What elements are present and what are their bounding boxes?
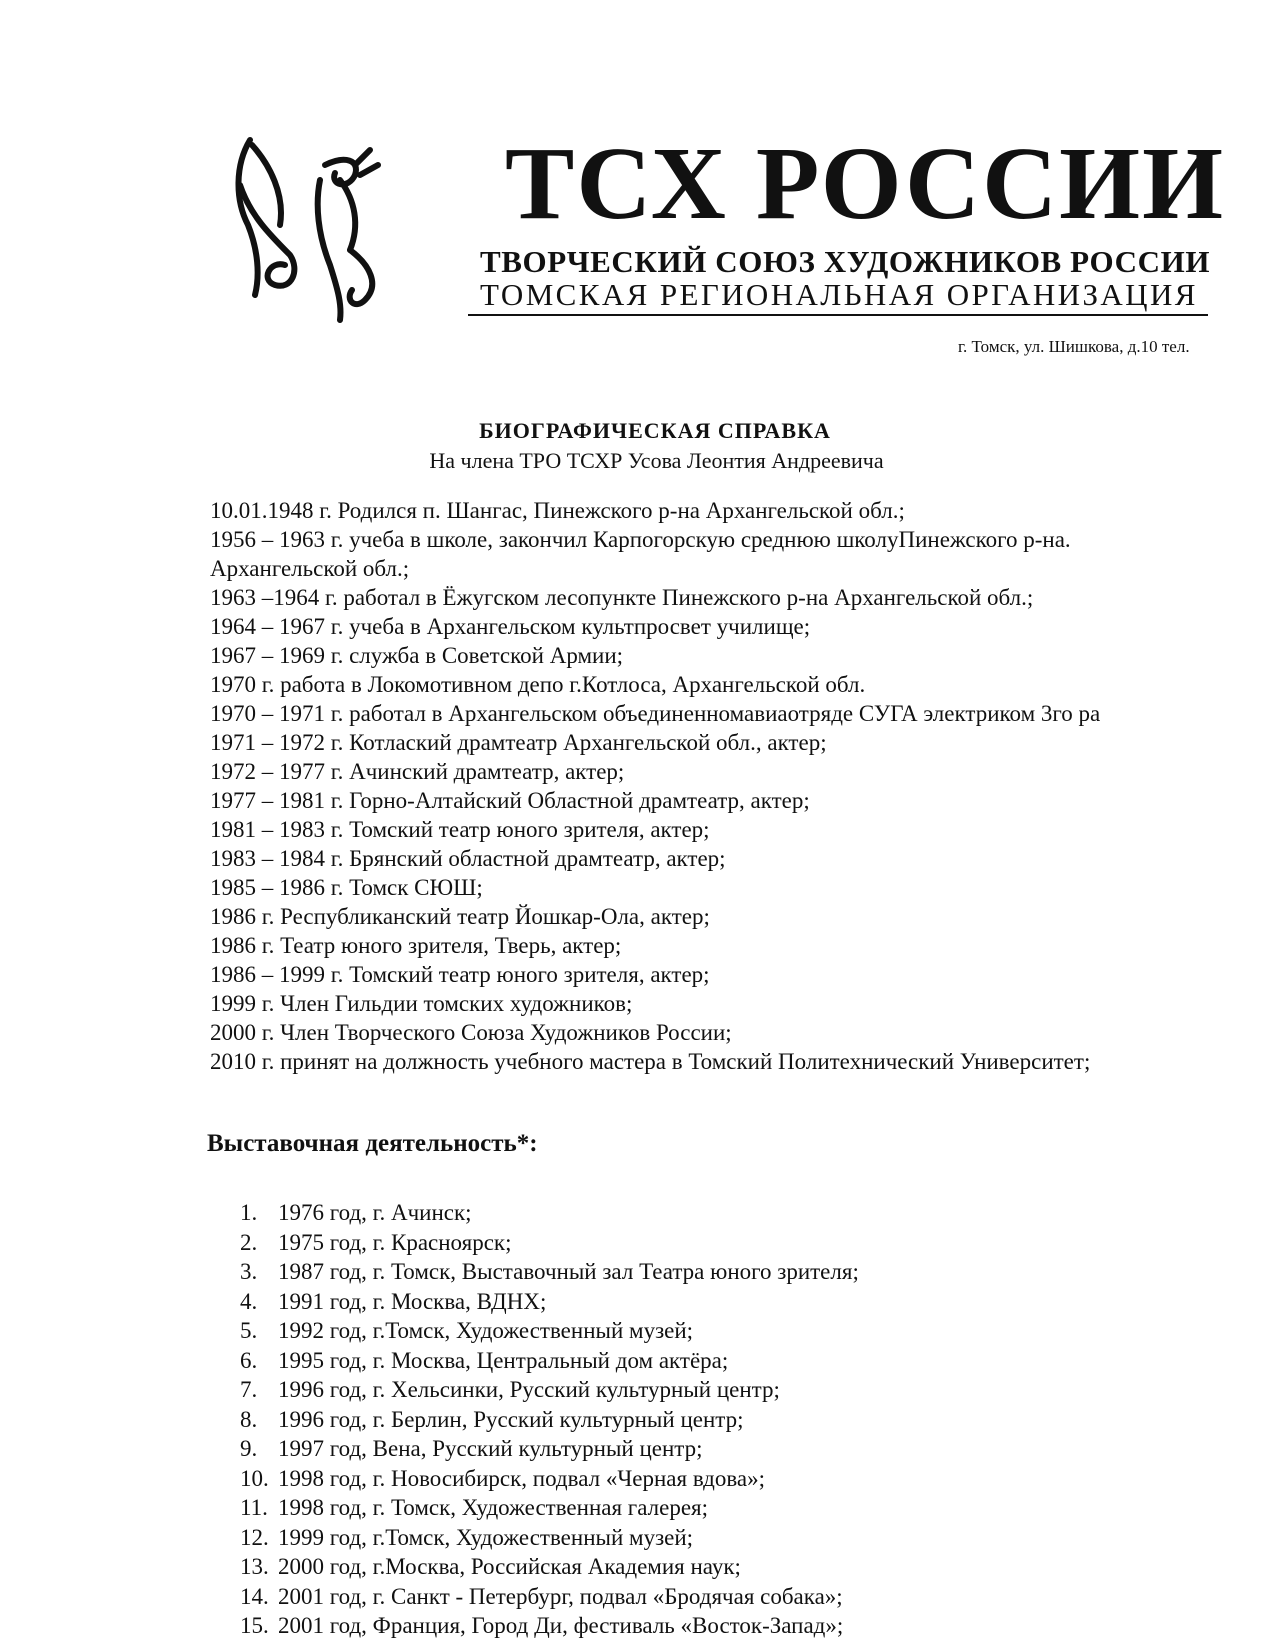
exhibitions-heading: Выставочная деятельность*: bbox=[207, 1130, 538, 1157]
item-number: 8. bbox=[240, 1406, 258, 1432]
list-item bbox=[240, 1582, 1270, 1612]
bio-entry: 1972 – 1977 г. Ачинский драмтеатр, актер; bbox=[210, 759, 625, 784]
item-text: 2000 год, г.Москва, Российская Академия наук; bbox=[278, 1554, 741, 1579]
bio-entry: 1963 –1964 г. работал в Ёжугском лесопункте Пинежского р-на Архангельской обл.; bbox=[210, 585, 1034, 610]
bio-entry: 1986 г. Театр юного зрителя, Тверь, актер; bbox=[210, 933, 622, 958]
list-item bbox=[240, 1552, 1270, 1582]
list-item bbox=[240, 1287, 1270, 1317]
list-item bbox=[240, 1493, 1270, 1523]
bio-entry: 1986 – 1999 г. Томский театр юного зрителя, актер; bbox=[210, 962, 710, 987]
item-text: 1997 год, Вена, Русский культурный центр; bbox=[278, 1436, 703, 1461]
list-item bbox=[240, 1523, 1270, 1553]
bio-entry: 1971 – 1972 г. Котлаский драмтеатр Архангельской обл., актер; bbox=[210, 730, 827, 755]
item-number: 15. bbox=[240, 1613, 269, 1638]
item-number: 5. bbox=[240, 1318, 258, 1343]
item-number: 12. bbox=[240, 1524, 269, 1550]
list-item bbox=[240, 1198, 1270, 1228]
bio-entry: 1967 – 1969 г. служба в Советской Армии; bbox=[210, 643, 624, 668]
union-logo-icon bbox=[230, 125, 400, 325]
document-title: БИОГРАФИЧЕСКАЯ СПРАВКА bbox=[479, 418, 831, 443]
item-text: 1991 год, г. Москва, ВДНХ; bbox=[278, 1288, 547, 1314]
document-subtitle: На члена ТРО ТСХР Усова Леонтия Андреевича bbox=[429, 448, 884, 473]
item-text: 1976 год, г. Ачинск; bbox=[278, 1200, 472, 1225]
list-item bbox=[240, 1464, 1270, 1494]
item-text: 1999 год, г.Томск, Художественный музей; bbox=[278, 1524, 694, 1550]
bio-entry: 1970 – 1971 г. работал в Архангельском объединенномавиаотряде СУГА электриком 3го ра bbox=[210, 701, 1101, 726]
bio-entry: 1983 – 1984 г. Брянский областной драмтеатр, актер; bbox=[210, 846, 726, 871]
bio-entry: 1986 г. Республиканский театр Йошкар-Ола, актер; bbox=[210, 904, 710, 929]
biography-list bbox=[210, 496, 1270, 1076]
bio-entry: Архангельской обл.; bbox=[210, 556, 410, 581]
bio-entry: 1999 г. Член Гильдии томских художников; bbox=[210, 991, 633, 1016]
bio-entry: 1956 – 1963 г. учеба в школе, закончил Карпогорскую среднюю школуПинежского р-на. bbox=[210, 527, 1071, 552]
list-item bbox=[240, 1316, 1270, 1346]
item-number: 6. bbox=[240, 1347, 258, 1373]
item-text: 1987 год, г. Томск, Выставочный зал Театра юного зрителя; bbox=[278, 1259, 859, 1284]
org-full-name: ТВОРЧЕСКИЙ СОЮЗ ХУДОЖНИКОВ РОССИИ bbox=[480, 244, 1211, 279]
bio-entry: 2000 г. Член Творческого Союза Художников России; bbox=[210, 1020, 732, 1045]
item-number: 7. bbox=[240, 1377, 258, 1402]
bio-entry: 2010 г. принят на должность учебного мастера в Томский Политехнический Университет; bbox=[210, 1049, 1091, 1074]
item-text: 1992 год, г.Томск, Художественный музей; bbox=[278, 1318, 694, 1343]
item-number: 4. bbox=[240, 1288, 258, 1314]
item-text: 1996 год, г. Берлин, Русский культурный центр; bbox=[278, 1406, 744, 1432]
item-number: 13. bbox=[240, 1554, 269, 1579]
item-number: 11. bbox=[240, 1495, 268, 1520]
item-number: 3. bbox=[240, 1259, 258, 1284]
list-item bbox=[240, 1346, 1270, 1376]
list-item bbox=[240, 1228, 1270, 1258]
list-item bbox=[240, 1405, 1270, 1435]
bio-entry: 1985 – 1986 г. Томск СЮШ; bbox=[210, 875, 483, 900]
bio-entry: 1977 – 1981 г. Горно-Алтайский Областной драмтеатр, актер; bbox=[210, 788, 810, 813]
list-item bbox=[240, 1257, 1270, 1287]
exhibitions-list bbox=[240, 1198, 1270, 1641]
item-text: 1996 год, г. Хельсинки, Русский культурный центр; bbox=[278, 1377, 780, 1402]
address: г. Томск, ул. Шишкова, д.10 тел. bbox=[958, 337, 1190, 356]
item-number: 1. bbox=[240, 1200, 258, 1225]
bio-entry: 1981 – 1983 г. Томский театр юного зрителя, актер; bbox=[210, 817, 710, 842]
list-item bbox=[240, 1375, 1270, 1405]
org-name: ТСХ РОССИИ bbox=[505, 126, 1225, 241]
item-text: 1975 год, г. Красноярск; bbox=[278, 1229, 512, 1255]
list-item bbox=[240, 1434, 1270, 1464]
bio-entry: 1964 – 1967 г. учеба в Архангельском культпросвет училище; bbox=[210, 614, 811, 639]
item-number: 14. bbox=[240, 1583, 269, 1609]
item-text: 1995 год, г. Москва, Центральный дом актёра; bbox=[278, 1347, 729, 1373]
item-number: 9. bbox=[240, 1436, 258, 1461]
header-divider bbox=[468, 314, 1208, 316]
bio-entry: 1970 г. работа в Локомотивном депо г.Котлоса, Архангельской обл. bbox=[210, 672, 866, 697]
item-text: 2001 год, г. Санкт - Петербург, подвал «Бродячая собака»; bbox=[278, 1583, 843, 1609]
item-text: 1998 год, г. Томск, Художественная галерея; bbox=[278, 1495, 709, 1520]
org-branch: ТОМСКАЯ РЕГИОНАЛЬНАЯ ОРГАНИЗАЦИЯ bbox=[480, 277, 1198, 312]
item-text: 1998 год, г. Новосибирск, подвал «Черная вдова»; bbox=[278, 1465, 765, 1491]
item-number: 2. bbox=[240, 1229, 258, 1255]
item-text: 2001 год, Франция, Город Ди, фестиваль «Восток-Запад»; bbox=[278, 1613, 844, 1638]
item-number: 10. bbox=[240, 1465, 269, 1491]
list-item bbox=[240, 1611, 1270, 1641]
bio-entry: 10.01.1948 г. Родился п. Шангас, Пинежского р-на Архангельской обл.; bbox=[210, 498, 905, 523]
